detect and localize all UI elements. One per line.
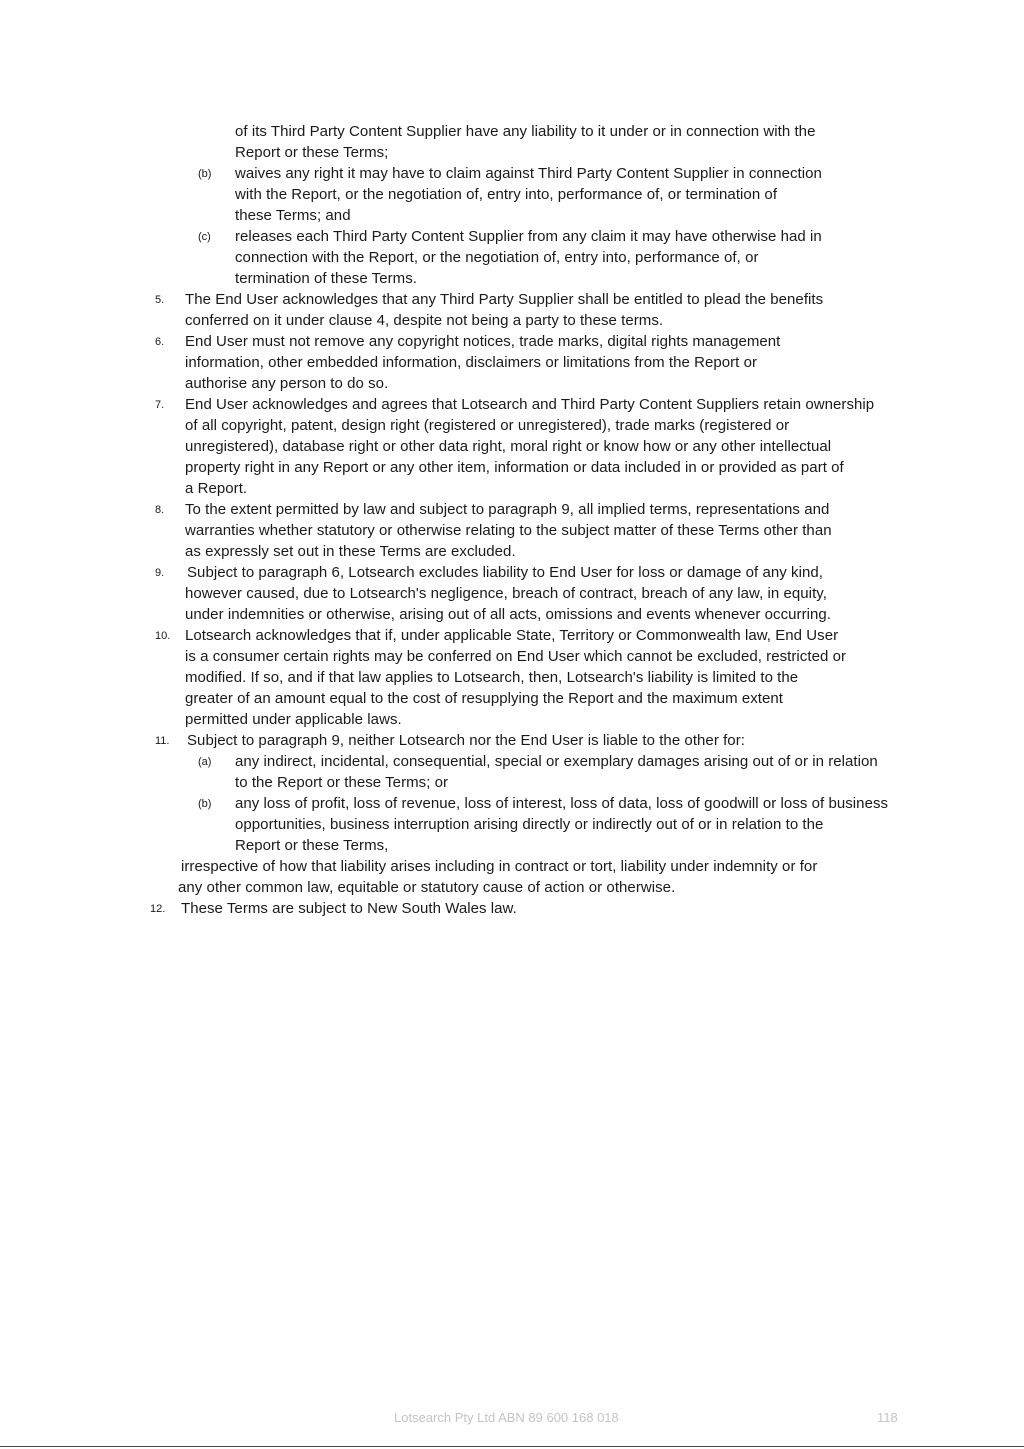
clause-text: Lotsearch acknowledges that if, under applicable State, Territory or Commonwealth law, End User (185, 627, 839, 644)
item-a-continuation-line: of its Third Party Content Supplier have any liability to it under or in connection with the (235, 123, 816, 140)
sub-item-text: these Terms; and (235, 207, 351, 224)
clause-text: Subject to paragraph 6, Lotsearch excludes liability to End User for loss or damage of any kind, (187, 564, 823, 581)
clause-number: 5. (155, 294, 165, 306)
sub-item-text: Report or these Terms, (235, 837, 389, 854)
clause-text: warranties whether statutory or otherwise relating to the subject matter of these Terms other than (185, 522, 832, 539)
clause-tail-text: irrespective of how that liability arises including in contract or tort, liability under indemnity or for (181, 858, 818, 875)
page-bottom-edge (0, 1446, 1024, 1447)
clause-text: These Terms are subject to New South Wales law. (181, 900, 517, 917)
clause-text: End User acknowledges and agrees that Lotsearch and Third Party Content Suppliers retain ownership (185, 396, 875, 413)
item-a-continuation-line: Report or these Terms; (235, 144, 389, 161)
sub-item-text: to the Report or these Terms; or (235, 774, 449, 791)
sub-item-text: any indirect, incidental, consequential, special or exemplary damages arising out of or in relation (235, 753, 878, 770)
clause-text: property right in any Report or any other item, information or data included in or provided as part of (185, 459, 844, 476)
clause-number: 7. (155, 399, 165, 411)
clause-number: 6. (155, 336, 165, 348)
clause-number: 12. (150, 903, 166, 915)
clause-number: 10. (155, 630, 171, 642)
clause-text: conferred on it under clause 4, despite not being a party to these terms. (185, 312, 664, 329)
sub-item-label: (c) (198, 231, 211, 243)
clause-text: of all copyright, patent, design right (registered or unregistered), trade marks (registered or (185, 417, 790, 434)
clause-number: 9. (155, 567, 165, 579)
sub-item-text: releases each Third Party Content Supplier from any claim it may have otherwise had in (235, 228, 822, 245)
clause-text: permitted under applicable laws. (185, 711, 402, 728)
clause-text: Subject to paragraph 9, neither Lotsearch nor the End User is liable to the other for: (187, 732, 745, 749)
clause-text: To the extent permitted by law and subject to paragraph 9, all implied terms, representations and (185, 501, 830, 518)
sub-item-label: (b) (198, 798, 212, 810)
clause-text: under indemnities or otherwise, arising out of all acts, omissions and events whenever occurring. (185, 606, 832, 623)
sub-item-text: waives any right it may have to claim against Third Party Content Supplier in connection (235, 165, 822, 182)
clause-text: as expressly set out in these Terms are excluded. (185, 543, 516, 560)
sub-item-text: with the Report, or the negotiation of, entry into, performance of, or termination of (235, 186, 778, 203)
clause-text: End User must not remove any copyright notices, trade marks, digital rights management (185, 333, 781, 350)
clause-text: is a consumer certain rights may be conferred on End User which cannot be excluded, restricted or (185, 648, 847, 665)
clause-text: authorise any person to do so. (185, 375, 389, 392)
clause-tail-text: any other common law, equitable or statutory cause of action or otherwise. (178, 879, 676, 896)
sub-item-text: any loss of profit, loss of revenue, loss of interest, loss of data, loss of goodwill or loss of business (235, 795, 889, 812)
sub-item-label: (a) (198, 756, 212, 768)
sub-item-label: (b) (198, 168, 212, 180)
footer-page-number: 118 (877, 1410, 898, 1425)
clause-number: 8. (155, 504, 165, 516)
sub-item-text: termination of these Terms. (235, 270, 417, 287)
clause-text: a Report. (185, 480, 248, 497)
sub-item-text: connection with the Report, or the negotiation of, entry into, performance of, or (235, 249, 759, 266)
clause-text: however caused, due to Lotsearch's negligence, breach of contract, breach of any law, in equity, (185, 585, 827, 602)
clause-text: information, other embedded information, disclaimers or limitations from the Report or (185, 354, 758, 371)
clause-text: modified. If so, and if that law applies to Lotsearch, then, Lotsearch's liability is limited to the (185, 669, 799, 686)
clause-text: The End User acknowledges that any Third Party Supplier shall be entitled to plead the benefits (185, 291, 824, 308)
clause-text: unregistered), database right or other data right, moral right or know how or any other intellectual (185, 438, 832, 455)
clause-text: greater of an amount equal to the cost of resupplying the Report and the maximum extent (185, 690, 784, 707)
footer-company: Lotsearch Pty Ltd ABN 89 600 168 018 (394, 1410, 619, 1425)
sub-item-text: opportunities, business interruption arising directly or indirectly out of or in relation to the (235, 816, 824, 833)
clause-number: 11. (155, 735, 170, 747)
